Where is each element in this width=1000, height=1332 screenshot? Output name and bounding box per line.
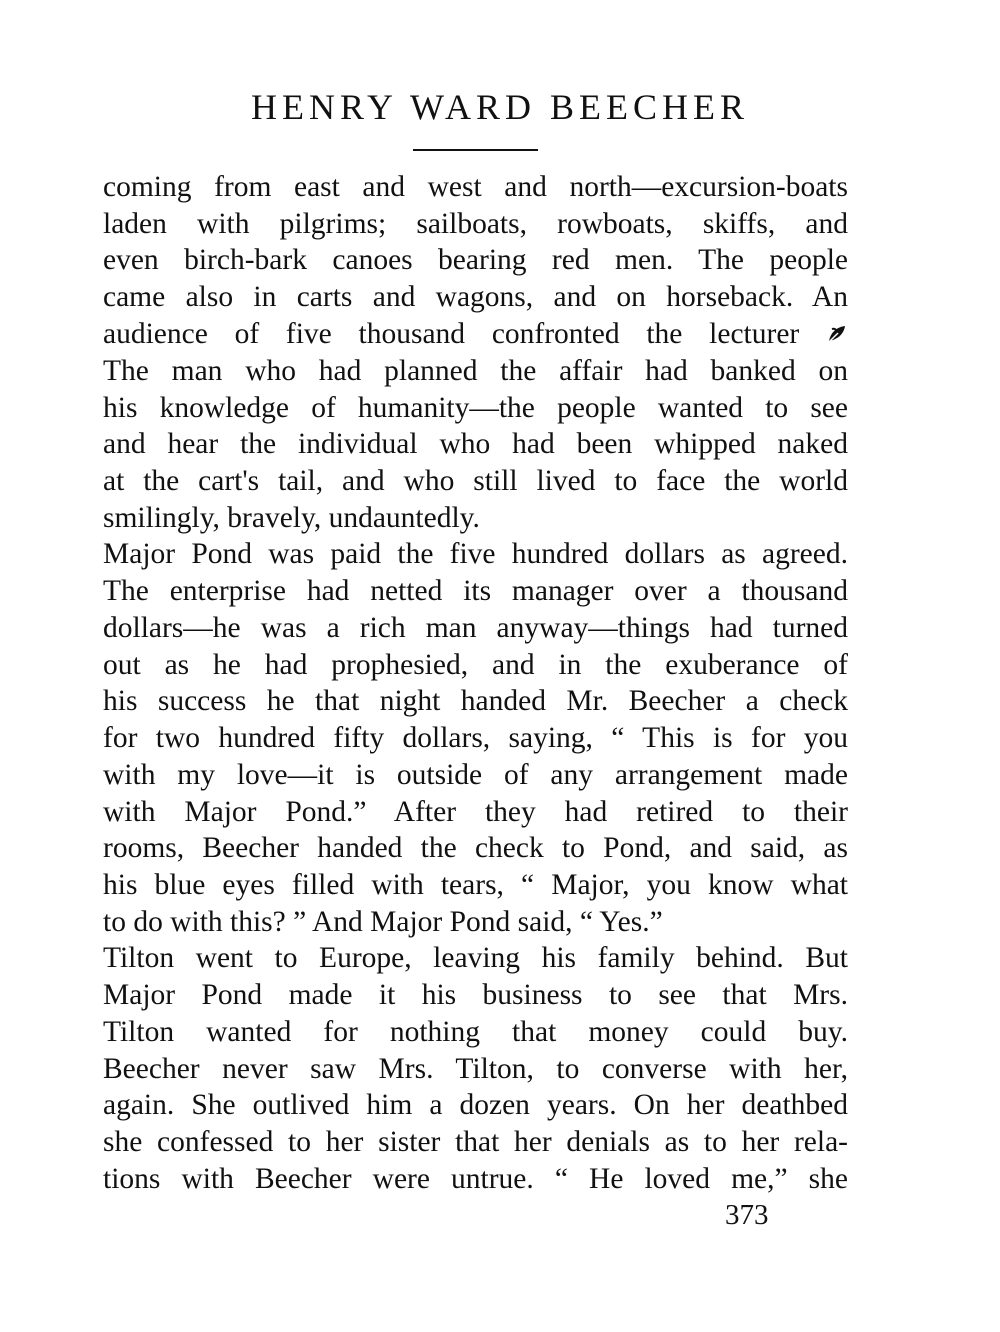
text-line: Major Pond made it his business to see that Mrs. xyxy=(103,979,848,1011)
text-line: at the cart's tail, and who still lived to face the world xyxy=(103,465,848,497)
text-line: dollars—he was a rich man anyway—things had turned xyxy=(103,612,848,644)
page-number: 373 xyxy=(725,1199,769,1231)
text-line: Tilton wanted for nothing that money could buy. xyxy=(103,1016,848,1048)
leaf-ornament-icon xyxy=(826,323,848,345)
text-line: The man who had planned the affair had banked on xyxy=(103,355,848,387)
header-rule xyxy=(413,149,538,151)
text-line: with my love—it is outside of any arrangement made xyxy=(103,759,848,791)
text-line: to do with this? ” And Major Pond said, “ Yes.” xyxy=(103,906,663,938)
text-line: again. She outlived him a dozen years. On her deathbed xyxy=(103,1089,848,1121)
text-line: rooms, Beecher handed the check to Pond, and said, as xyxy=(103,832,848,864)
text-line: smilingly, bravely, undauntedly. xyxy=(103,502,480,534)
text-line: Major Pond was paid the five hundred dollars as agreed. xyxy=(103,538,848,570)
text-line: and hear the individual who had been whipped naked xyxy=(103,428,848,460)
running-head-title: HENRY WARD BEECHER xyxy=(250,87,750,127)
text-line: she confessed to her sister that her denials as to her rela- xyxy=(103,1126,848,1158)
text-line: Tilton went to Europe, leaving his family behind. But xyxy=(103,942,848,974)
text-line: The enterprise had netted its manager over a thousand xyxy=(103,575,848,607)
text-line: coming from east and west and north—excursion-boats xyxy=(103,171,848,203)
text-line-content: audience of five thousand confronted the lecturer xyxy=(103,318,800,350)
text-line: laden with pilgrims; sailboats, rowboats, skiffs, and xyxy=(103,208,848,240)
text-line: tions with Beecher were untrue. “ He loved me,” she xyxy=(103,1163,848,1195)
text-line: came also in carts and wagons, and on horseback. An xyxy=(103,281,848,313)
text-line: out as he had prophesied, and in the exuberance of xyxy=(103,649,848,681)
text-line-with-ornament xyxy=(103,315,848,353)
text-line: his knowledge of humanity—the people wanted to see xyxy=(103,392,848,424)
text-line: his success he that night handed Mr. Beecher a check xyxy=(103,685,848,717)
text-line: Beecher never saw Mrs. Tilton, to converse with her, xyxy=(103,1053,848,1085)
text-line: for two hundred fifty dollars, saying, “ This is for you xyxy=(103,722,848,754)
text-line: with Major Pond.” After they had retired to their xyxy=(103,796,848,828)
text-line: even birch-bark canoes bearing red men. The people xyxy=(103,244,848,276)
text-line: his blue eyes filled with tears, “ Major, you know what xyxy=(103,869,848,901)
